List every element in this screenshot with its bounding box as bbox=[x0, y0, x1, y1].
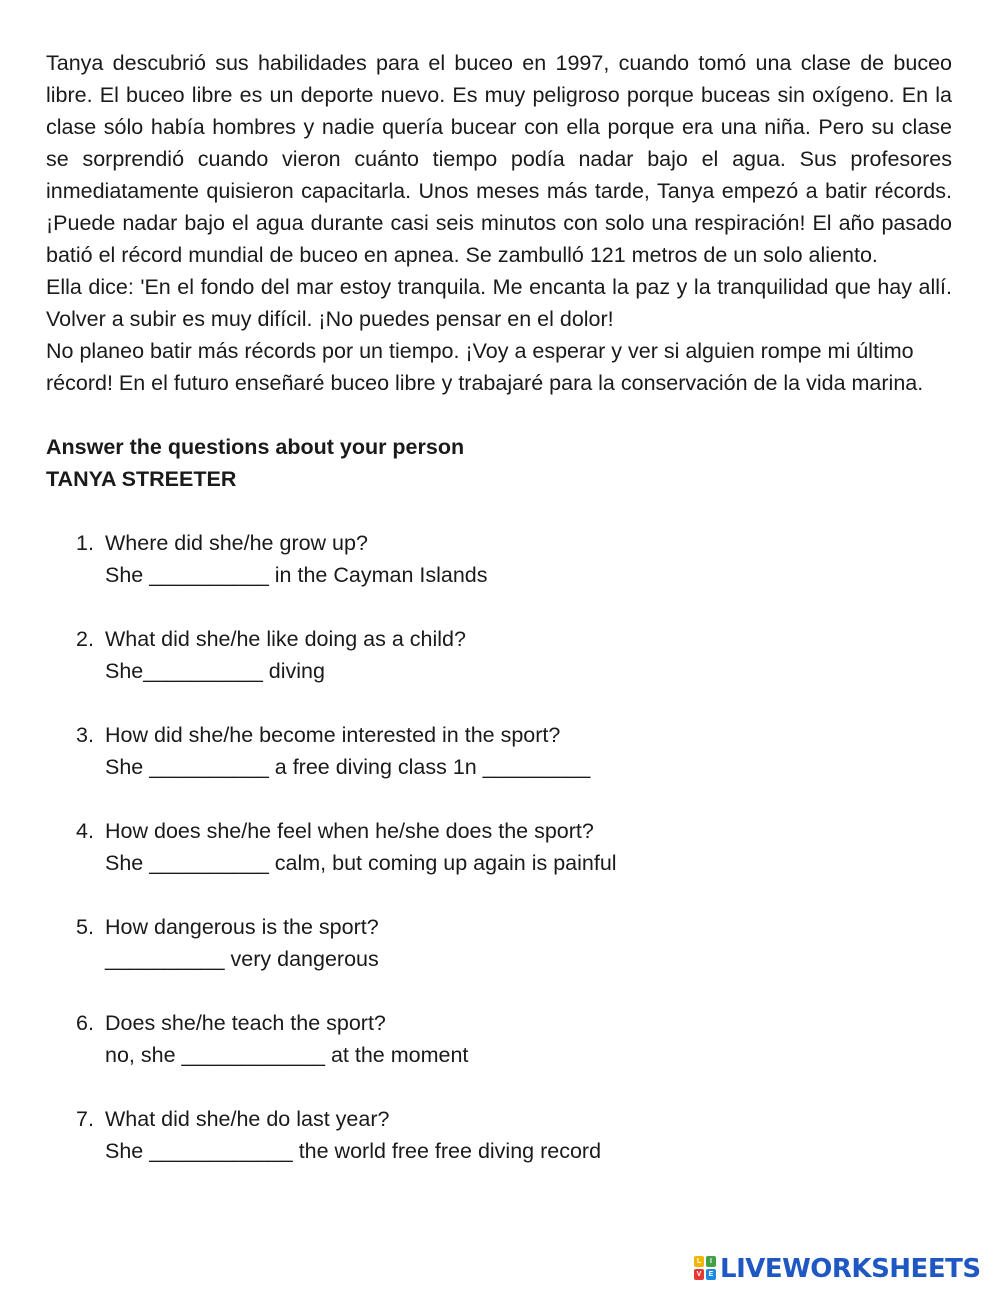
answer-line[interactable]: She__________ diving bbox=[105, 659, 325, 683]
question-item bbox=[76, 815, 952, 879]
question-number: 7. bbox=[76, 1107, 94, 1131]
question-text: Where did she/he grow up? bbox=[105, 531, 368, 555]
question-item bbox=[76, 623, 952, 687]
answer-line[interactable]: no, she ____________ at the moment bbox=[105, 1043, 469, 1067]
liveworksheets-logo[interactable] bbox=[694, 1254, 981, 1284]
question-number: 5. bbox=[76, 915, 94, 939]
question-number: 6. bbox=[76, 1011, 94, 1035]
answer-line[interactable]: She __________ a free diving class 1n _________ bbox=[105, 755, 591, 779]
answer-line[interactable]: She __________ in the Cayman Islands bbox=[105, 563, 488, 587]
question-text: What did she/he like doing as a child? bbox=[105, 627, 466, 651]
question-item bbox=[76, 1103, 952, 1167]
reading-passage bbox=[46, 47, 952, 399]
question-item bbox=[76, 911, 952, 975]
question-text: How did she/he become interested in the sport? bbox=[105, 723, 561, 747]
person-name: TANYA STREETER bbox=[46, 467, 237, 491]
question-text: What did she/he do last year? bbox=[105, 1107, 390, 1131]
answer-line[interactable]: She ____________ the world free free diving record bbox=[105, 1139, 602, 1163]
question-text: How does she/he feel when he/she does the sport? bbox=[105, 819, 594, 843]
reading-paragraph-3: No planeo batir más récords por un tiempo. ¡Voy a esperar y ver si alguien rompe mi último récord! En el futuro enseñaré buceo libre y trabajaré para la conservación de la vida marina. bbox=[46, 339, 924, 395]
reading-paragraph-2: Ella dice: 'En el fondo del mar estoy tranquila. Me encanta la paz y la tranquilidad que hay allí. Volver a subir es muy difícil. ¡No puedes pensar en el dolor! bbox=[46, 275, 952, 331]
logo-text: LIVEWORKSHEETS bbox=[720, 1254, 981, 1284]
question-number: 2. bbox=[76, 627, 94, 651]
questions-header bbox=[46, 431, 952, 495]
question-item bbox=[76, 527, 952, 591]
question-text: Does she/he teach the sport? bbox=[105, 1011, 386, 1035]
questions-heading: Answer the questions about your person bbox=[46, 435, 465, 459]
question-text: How dangerous is the sport? bbox=[105, 915, 379, 939]
answer-line[interactable]: She __________ calm, but coming up again is painful bbox=[105, 851, 617, 875]
reading-paragraph-1: Tanya descubrió sus habilidades para el buceo en 1997, cuando tomó una clase de buceo libre. El buceo libre es un deporte nuevo. Es muy peligroso porque buceas sin oxígeno. En la clase sólo había hombres y nadie quería bucear con ella porque era una niña. Pero su clase se sorprendió cuando vieron cuánto tiempo podía nadar bajo el agua. Sus profesores inmediatamente quisieron capacitarla. Unos meses más tarde, Tanya empezó a batir récords. ¡Puede nadar bajo el agua durante casi seis minutos con solo una respiración! El año pasado batió el récord mundial de buceo en apnea. Se zambulló 121 metros de un solo aliento. bbox=[46, 51, 952, 267]
liveworksheets-logo-icon: L I V E bbox=[694, 1256, 718, 1282]
question-number: 4. bbox=[76, 819, 94, 843]
question-item bbox=[76, 719, 952, 783]
question-number: 3. bbox=[76, 723, 94, 747]
question-item bbox=[76, 1007, 952, 1071]
worksheet-page bbox=[46, 47, 952, 1199]
question-number: 1. bbox=[76, 531, 94, 555]
question-list bbox=[46, 527, 952, 1167]
answer-line[interactable]: __________ very dangerous bbox=[105, 947, 379, 971]
